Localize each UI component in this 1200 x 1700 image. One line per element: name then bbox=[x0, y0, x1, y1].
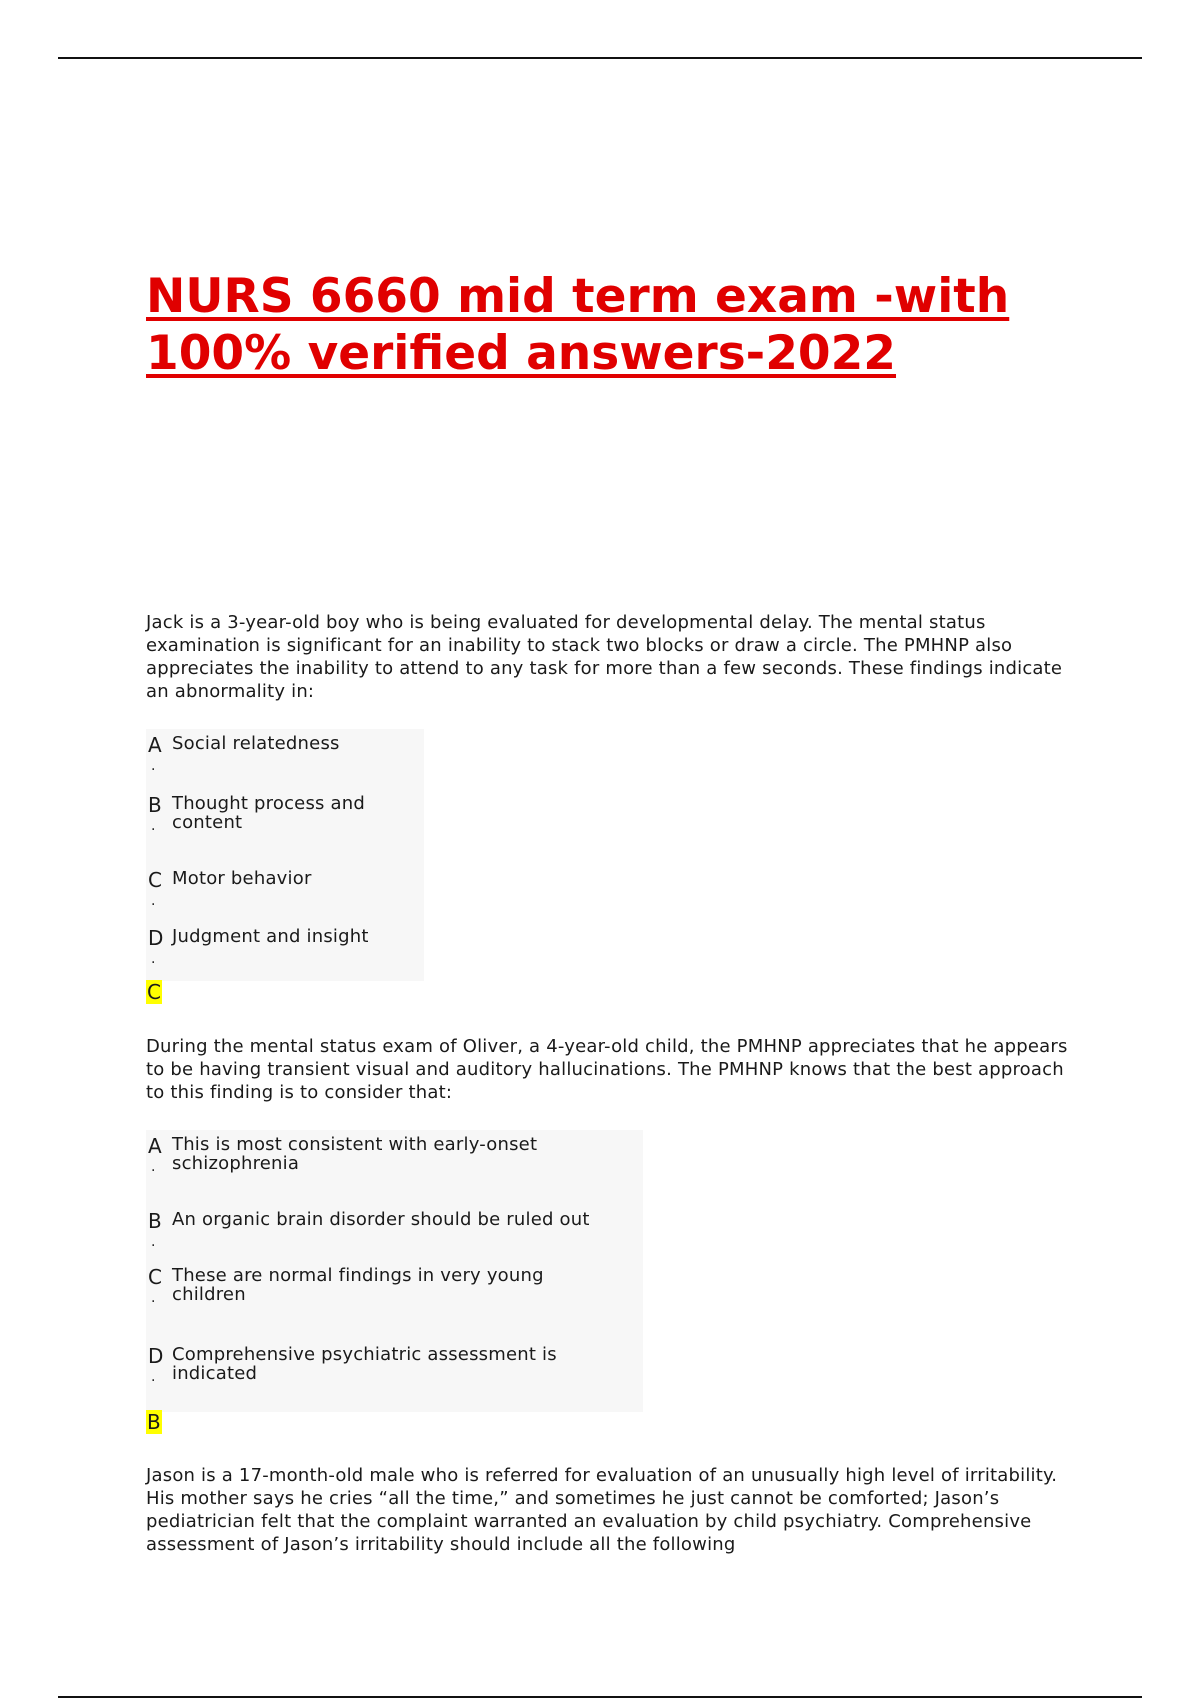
question-1-answer: C bbox=[147, 980, 161, 1004]
option-letter: D bbox=[148, 926, 164, 950]
option-letter: B bbox=[148, 1209, 162, 1233]
option-text: Judgment and insight bbox=[172, 926, 369, 947]
option-letter: C bbox=[148, 1265, 162, 1289]
option-text: An organic brain disorder should be ruled out bbox=[172, 1209, 590, 1230]
question-2-options bbox=[146, 1130, 643, 1412]
question-1-options bbox=[146, 729, 424, 981]
option-text: Motor behavior bbox=[172, 868, 312, 889]
option-letter: B bbox=[148, 793, 162, 817]
option-dot: . bbox=[151, 951, 156, 967]
question-1-text: Jack is a 3-year-old boy who is being evaluated for developmental delay. The mental status examination is significant for an inability to stack two blocks or draw a circle. The PMHNP also appreciates the inability to attend to any task for more than a few seconds. These findings indicate an abnormality in: bbox=[146, 612, 1063, 702]
question-2-text: During the mental status exam of Oliver, a 4-year-old child, the PMHNP appreciates that he appears to be having transient visual and auditory hallucinations. The PMHNP knows that the best approach to this finding is to consider that: bbox=[146, 1036, 1068, 1103]
option-dot: . bbox=[151, 758, 156, 774]
option-letter: D bbox=[148, 1344, 164, 1368]
option-dot: . bbox=[151, 1290, 156, 1306]
option-dot: . bbox=[151, 893, 156, 909]
option-dot: . bbox=[151, 1234, 156, 1250]
option-text: Social relatedness bbox=[172, 733, 340, 754]
option-dot: . bbox=[151, 818, 156, 834]
option-letter: A bbox=[148, 733, 162, 757]
option-text: Comprehensive psychiatric assessment is indicated bbox=[172, 1344, 557, 1384]
option-letter: C bbox=[148, 868, 162, 892]
top-rule bbox=[58, 57, 1142, 59]
option-text: This is most consistent with early-onset schizophrenia bbox=[172, 1134, 538, 1174]
document-title: NURS 6660 mid term exam -with 100% verified answers-2022 bbox=[146, 269, 1010, 381]
option-text: These are normal findings in very young children bbox=[172, 1265, 544, 1305]
option-text: Thought process and content bbox=[172, 793, 365, 833]
option-dot: . bbox=[151, 1369, 156, 1385]
bottom-rule bbox=[58, 1696, 1142, 1698]
question-2-answer: B bbox=[147, 1410, 161, 1434]
question-3-text: Jason is a 17-month-old male who is referred for evaluation of an unusually high level of irritability. His mother says he cries “all the time,” and sometimes he just cannot be comforted; Jason’s pediatrician felt that the complaint warranted an evaluation by child psychiatry. Comprehensive assessment of Jason’s irritability should include all the following bbox=[146, 1465, 1058, 1555]
option-letter: A bbox=[148, 1134, 162, 1158]
option-dot: . bbox=[151, 1159, 156, 1175]
